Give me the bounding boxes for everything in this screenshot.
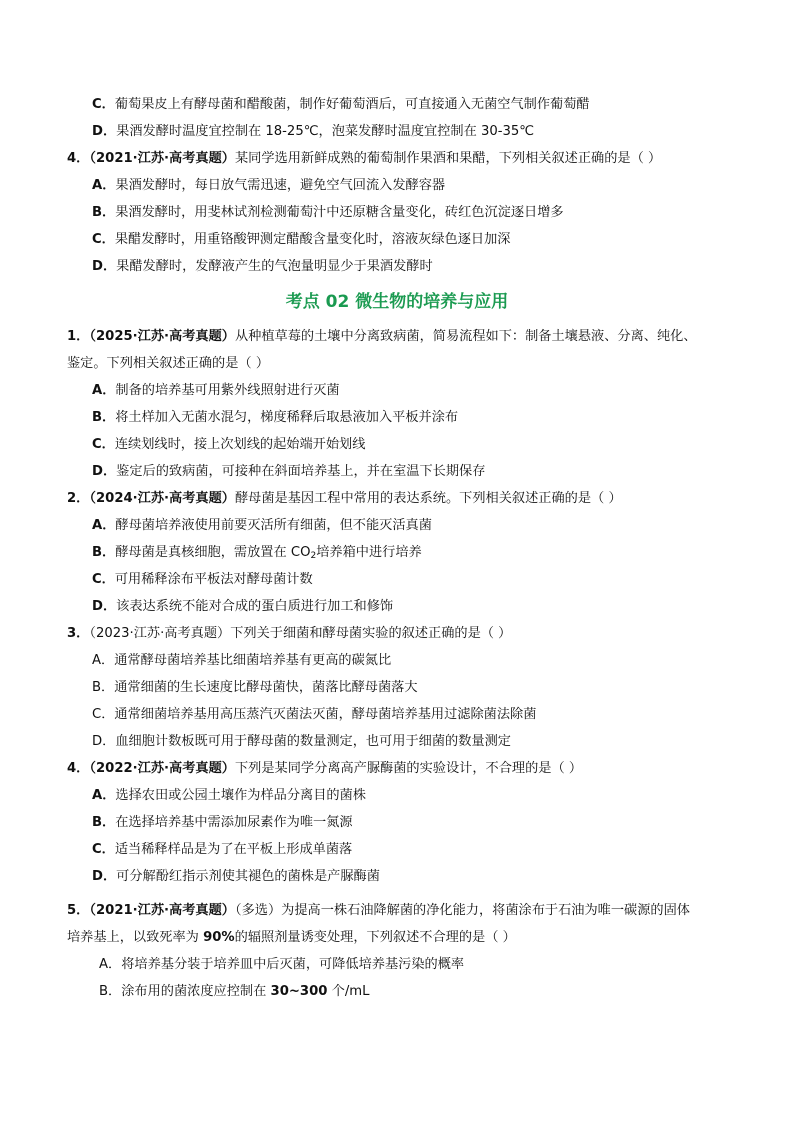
- option: B．酵母菌是真核细胞，需放置在 $CO_2$培养箱中进行培养: [92, 545, 422, 561]
- option: C．果醋发酵时，用重铬酸钾测定醋酸含量变化时，溶液灰绿色逐日加深: [92, 232, 511, 247]
- option-d-prev: D．果酒发酵时温度宜控制在 18-25℃，泡菜发酵时温度宜控制在 30-35℃: [92, 124, 535, 139]
- question-stem-continued: 鉴定。下列相关叙述正确的是（ ）: [67, 356, 270, 371]
- option: A．果酒发酵时，每日放气需迅速，避免空气回流入发酵容器: [92, 178, 446, 193]
- question-stem: 1．（2025·江苏·高考真题）从种植草莓的土壤中分离致病菌，简易流程如下：制备土壤悬液、分离、纯化、: [67, 329, 697, 344]
- option: C．连续划线时，接上次划线的起始端开始划线: [92, 437, 366, 452]
- question-stem: 4．（2021·江苏·高考真题）某同学选用新鲜成熟的葡萄制作果酒和果醋，下列相关叙述正确的是（ ）: [67, 151, 662, 166]
- option: A．将培养基分装于培养皿中后灭菌，可降低培养基污染的概率: [99, 957, 465, 972]
- option: C．适当稀释样品是为了在平板上形成单菌落: [92, 842, 353, 857]
- option: C．可用稀释涂布平板法对酵母菌计数: [92, 572, 313, 587]
- option: B．在选择培养基中需添加尿素作为唯一氮源: [92, 815, 353, 830]
- option: D．可分解酚红指示剂使其褪色的菌株是产脲酶菌: [92, 869, 380, 884]
- question-stem: 2．（2024·江苏·高考真题）酵母菌是基因工程中常用的表达系统。下列相关叙述正确的是（ ）: [67, 491, 622, 506]
- option-c-prev: C．葡萄果皮上有酵母菌和醋酸菌，制作好葡萄酒后，可直接通入无菌空气制作葡萄醋: [92, 97, 590, 112]
- option: D．果醋发酵时，发酵液产生的气泡量明显少于果酒发酵时: [92, 259, 433, 274]
- option: D．血细胞计数板既可用于酵母菌的数量测定，也可用于细菌的数量测定: [92, 734, 511, 749]
- question-stem: 4．（2022·江苏·高考真题）下列是某同学分离高产脲酶菌的实验设计，不合理的是（ ）: [67, 761, 583, 776]
- option: A．制备的培养基可用紫外线照射进行灭菌: [92, 383, 340, 398]
- question-stem: 3．（2023·江苏·高考真题）下列关于细菌和酵母菌实验的叙述正确的是（ ）: [67, 626, 512, 641]
- option: A．选择农田或公园土壤作为样品分离目的菌株: [92, 788, 366, 803]
- option: A．通常酵母菌培养基比细菌培养基有更高的碳氮比: [92, 653, 392, 668]
- option: B．果酒发酵时，用斐林试剂检测葡萄汁中还原糖含量变化，砖红色沉淀逐日增多: [92, 205, 564, 220]
- option: D．该表达系统不能对合成的蛋白质进行加工和修饰: [92, 599, 394, 614]
- option: B．将土样加入无菌水混匀，梯度稀释后取悬液加入平板并涂布: [92, 410, 459, 425]
- option: B．通常细菌的生长速度比酵母菌快，菌落比酵母菌落大: [92, 680, 418, 695]
- option: B．涂布用的菌浓度应控制在 30~300 个/mL: [99, 984, 370, 999]
- option: D．鉴定后的致病菌，可接种在斜面培养基上，并在室温下长期保存: [92, 464, 486, 479]
- option: A．酵母菌培养液使用前要灭活所有细菌，但不能灭活真菌: [92, 518, 432, 533]
- question-stem: 5．（2021·江苏·高考真题）（多选）为提高一株石油降解菌的净化能力，将菌涂布于石油为唯一碳源的固体: [67, 903, 690, 918]
- question-stem-continued: 培养基上，以致死率为 90%的辐照剂量诱变处理，下列叙述不合理的是（ ）: [67, 930, 516, 945]
- option: C．通常细菌培养基用高压蒸汽灭菌法灭菌，酵母菌培养基用过滤除菌法除菌: [92, 707, 537, 722]
- section-heading: 考点 02 微生物的培养与应用: [285, 292, 509, 312]
